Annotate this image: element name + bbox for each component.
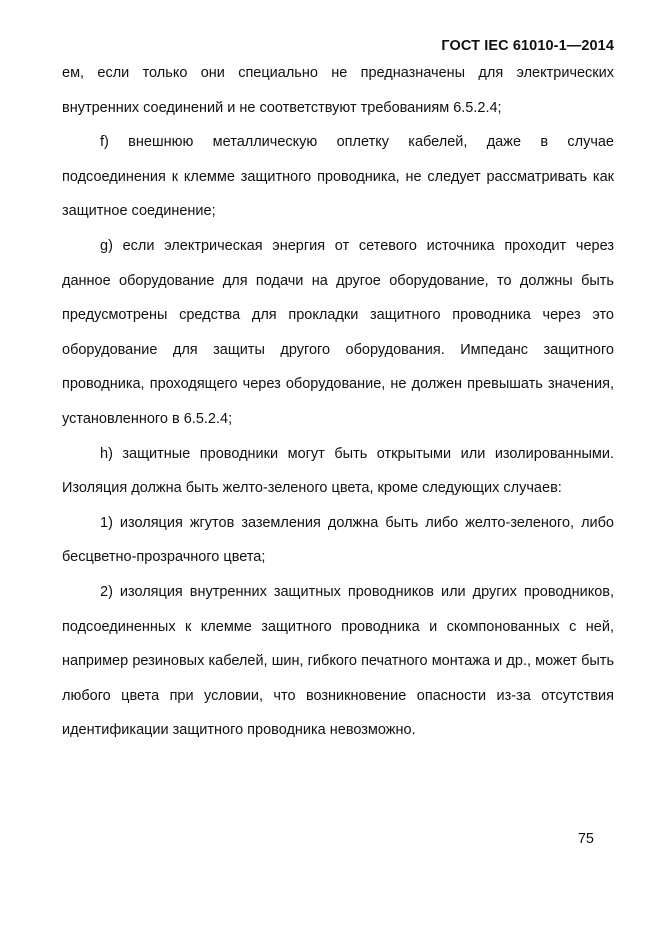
paragraph-subitem-2: 2) изоляция внутренних защитных проводников или других проводников, подсоединенных к клемме защитного проводника и скомпонованных с ней, например резиновых кабелей, шин, гибкого печатного монтажа и др., может быть любого цвета при условии, что возникновение опасности из-за отсутствия идентификации защитного проводника невозможно.: [62, 583, 614, 739]
paragraph-item-f: f) внешнюю металлическую оплетку кабелей, даже в случае подсоединения к клемме защитного проводника, не следует рассматривать как защитное соединение;: [62, 134, 614, 220]
paragraph-subitem-1: 1) изоляция жгутов заземления должна быть либо желто-зеленого, либо бесцветно-прозрачного цвета;: [62, 514, 614, 566]
paragraph-item-h: h) защитные проводники могут быть открытыми или изолированными. Изоляция должна быть желто-зеленого цвета, кроме следующих случаев:: [62, 445, 614, 497]
document-body: [62, 56, 614, 748]
page-number: 75: [577, 831, 594, 847]
paragraph-continuation: ем, если только они специально не предназначены для электрических внутренних соединений и не соответствуют требованиям 6.5.2.4;: [62, 65, 614, 116]
paragraph-item-g: g) если электрическая энергия от сетевого источника проходит через данное оборудование для подачи на другое оборудование, то должны быть предусмотрены средства для прокладки защитного проводника через это оборудование для защиты другого оборудования. Импеданс защитного проводника, проходящего через оборудование, не должен превышать значения, установленного в 6.5.2.4;: [62, 237, 614, 427]
document-header: ГОСТ IEC 61010-1—2014: [441, 38, 614, 54]
